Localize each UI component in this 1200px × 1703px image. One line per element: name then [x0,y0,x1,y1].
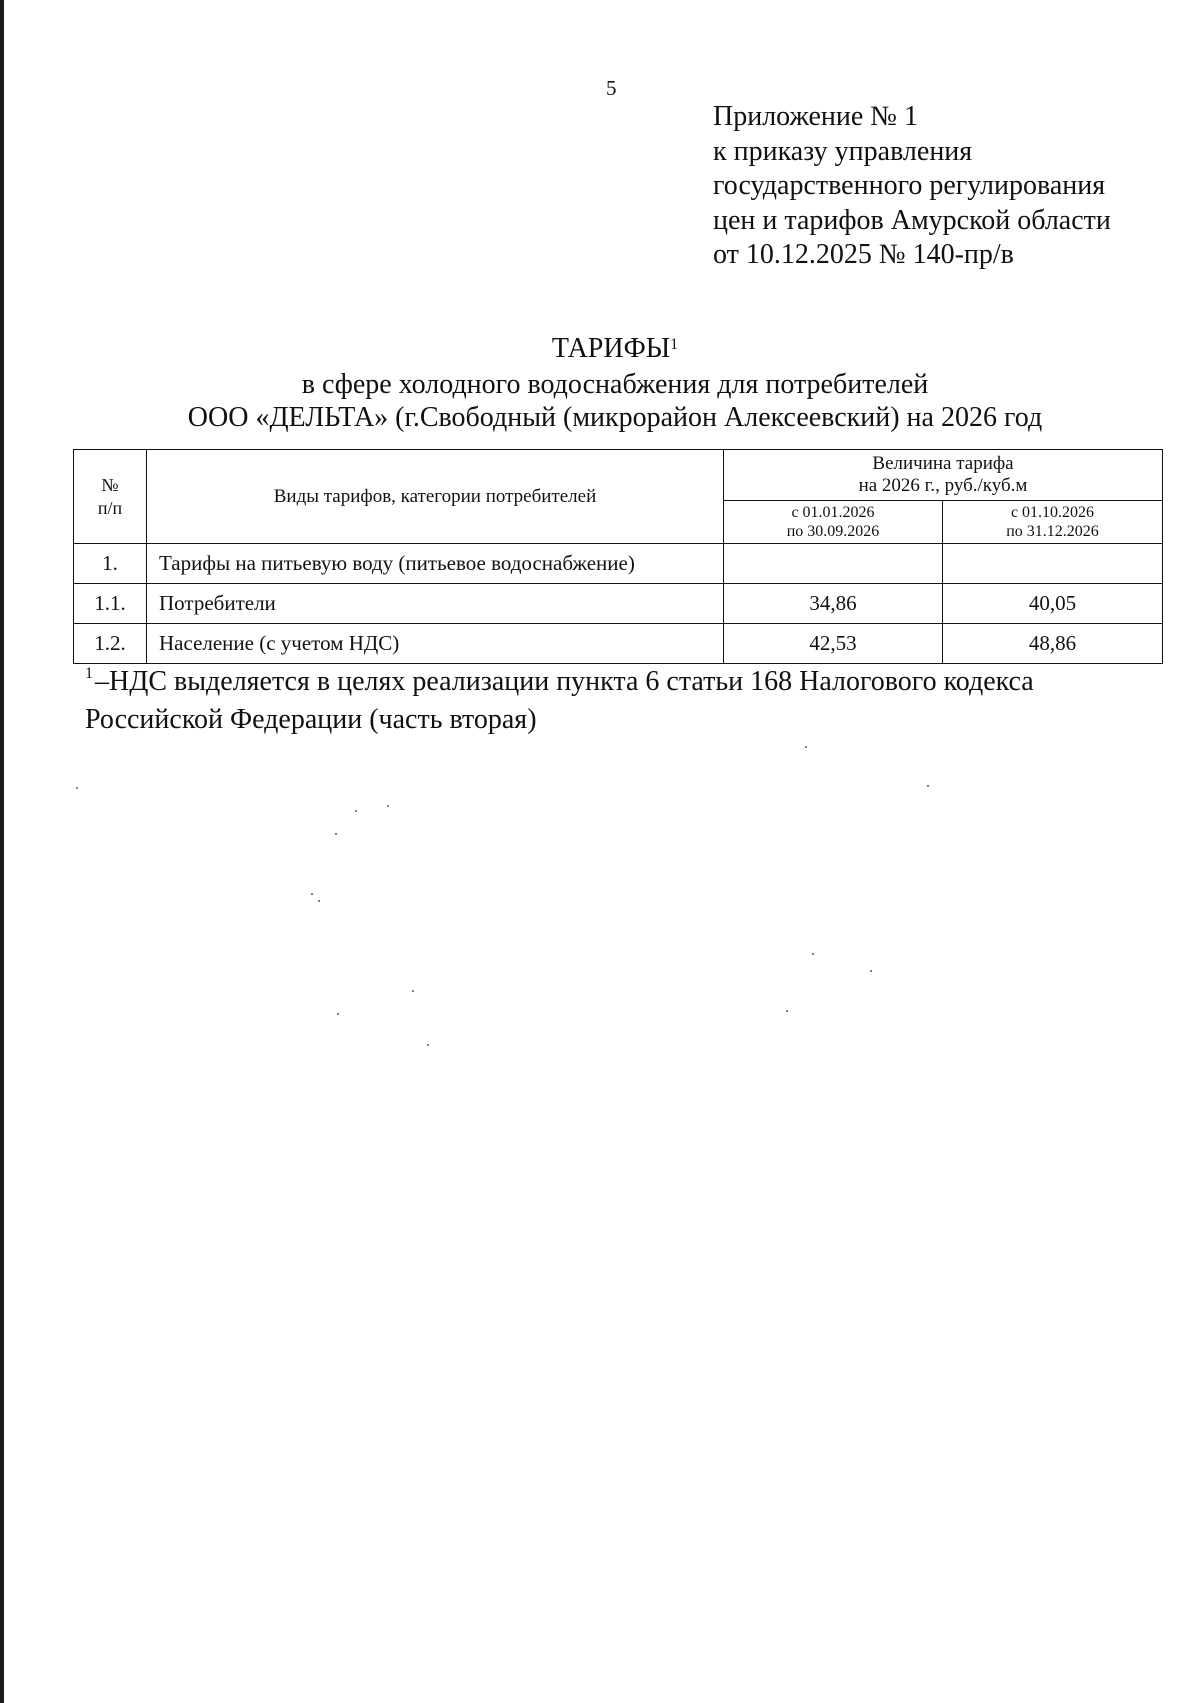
document-organization: ООО «ДЕЛЬТА» (г.Свободный (микрорайон Алексеевский) на 2026 год [187,402,1043,433]
appendix-block [713,100,1111,273]
document-title-text: ТАРИФЫ [551,333,671,364]
header-tariff-value: Величина тарифа на 2026 г., руб./куб.м [724,450,1163,501]
document-title [0,333,1200,365]
scan-speck [335,833,337,835]
scan-speck [412,990,414,992]
row-name: Тарифы на питьевую воду (питьевое водоснабжение) [147,544,724,584]
tariff-table [73,449,1163,664]
page-number: 5 [606,76,617,100]
scan-speck [786,1010,788,1012]
row-name: Население (с учетом НДС) [147,624,724,664]
header-period-1: с 01.01.2026 по 30.09.2026 [724,501,943,544]
header-tariff-kind: Виды тарифов, категории потребителей [147,450,724,544]
footnote [85,665,1034,737]
scan-edge [0,0,4,1703]
document-subtitle: в сфере холодного водоснабжения для потребителей [301,369,929,400]
scan-speck [927,785,929,787]
row-name: Потребители [147,584,724,624]
table-row [74,544,1163,584]
table-row [74,584,1163,624]
scan-speck [355,810,357,812]
row-number: 1.2. [74,624,147,664]
footnote-reference: 1 [670,336,679,353]
appendix-line: цен и тарифов Амурской области [713,204,1111,236]
scan-speck [337,1013,339,1015]
scan-speck [870,970,872,972]
row-value-period-1 [724,544,943,584]
table-row [74,624,1163,664]
appendix-line: Приложение № 1 [713,101,918,132]
scan-speck [427,1044,429,1046]
scan-speck [805,746,807,748]
scan-speck [318,900,320,902]
header-period-2: с 01.10.2026 по 31.12.2026 [943,501,1163,544]
row-number: 1.1. [74,584,147,624]
row-value-period-2 [943,544,1163,584]
row-value-period-2: 48,86 [943,624,1163,664]
scan-speck [387,805,389,807]
header-number: № п/п [74,450,147,544]
appendix-line: от 10.12.2025 № 140-пр/в [713,239,1014,270]
footnote-mark: 1 [85,665,93,682]
row-value-period-2: 40,05 [943,584,1163,624]
appendix-line: государственного регулирования [713,170,1106,201]
table-header-row [74,450,1163,501]
appendix-line: к приказу управления [713,135,973,167]
row-number: 1. [74,544,147,584]
row-value-period-1: 42,53 [724,624,943,664]
row-value-period-1: 34,86 [724,584,943,624]
scan-speck [812,953,814,955]
footnote-line: Российской Федерации (часть вторая) [85,704,537,735]
scan-speck [76,787,78,789]
scan-speck [311,893,313,895]
footnote-line: $^1$–НДС выделяется в целях реализации пункта 6 статьи 168 Налогового кодекса [85,665,1034,697]
